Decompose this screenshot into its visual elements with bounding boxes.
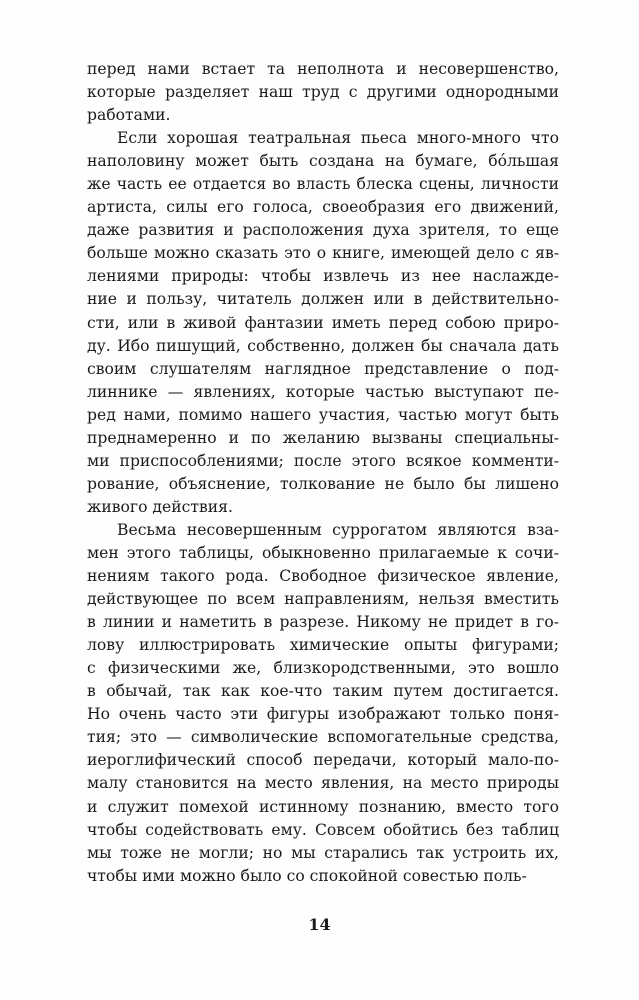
text-line: больше можно сказать это о книге, имеющей дело с яв- (87, 244, 559, 263)
text-line: же часть ее отдается во власть блеска сцены, личности (87, 175, 559, 194)
text-line: тия; это — символические вспомогательные средства, (87, 728, 559, 747)
text-line: в линии и наметить в разрезе. Никому не придет в го- (87, 613, 559, 632)
text-line: живого действия. (87, 497, 233, 516)
paragraph (87, 519, 559, 888)
text-line: работами. (87, 106, 171, 125)
page-number: 14 (308, 915, 331, 934)
text-line: ние и пользу, читатель должен или в действительно- (87, 290, 559, 309)
body-text (87, 58, 559, 888)
text-line: рование, объяснение, толкование не было бы лишено (87, 474, 559, 493)
paragraph (87, 58, 559, 127)
text-line: своим слушателям наглядное представление о под- (87, 359, 559, 378)
text-line: ми приспособлениями; после этого всякое комменти- (87, 451, 559, 470)
text-line: малу становится на место явления, на место природы (87, 774, 559, 793)
text-line: нениям такого рода. Свободное физическое явление, (87, 567, 559, 586)
text-line: ред нами, помимо нашего участия, частью могут быть (87, 405, 559, 424)
text-line: артиста, силы его голоса, своеобразия его движений, (87, 198, 559, 217)
text-line: перед нами встает та неполнота и несовершенство, (87, 60, 559, 78)
text-line: и служит помехой истинному познанию, вместо того (87, 797, 559, 816)
text-line: с физическими же, близкородственными, это вошло (87, 659, 559, 678)
text-line: преднамеренно и по желанию вызваны специальны- (87, 428, 559, 447)
text-line: сти, или в живой фантазии иметь перед собою приро- (87, 313, 559, 332)
text-line: в обычай, так как кое-что таким путем достигается. (87, 682, 559, 701)
text-line: мен этого таблицы, обыкновенно прилагаемые к сочи- (87, 543, 559, 562)
text-line: ду. Ибо пишущий, собственно, должен бы сначала дать (87, 336, 559, 355)
text-line: лениями природы: чтобы извлечь из нее наслажде- (87, 267, 559, 286)
text-line: Если хорошая театральная пьеса много-много что (117, 129, 559, 148)
text-line: чтобы содействовать ему. Совсем обойтись без таблиц (87, 820, 559, 839)
text-line: линнике — явлениях, которые частью выступают пе- (87, 382, 559, 401)
text-line: чтобы ими можно было со спокойной совестью поль- (87, 866, 527, 885)
text-line: лову иллюстрировать химические опыты фигурами; (87, 636, 559, 655)
text-line: даже развития и расположения духа зрителя, то еще (87, 221, 559, 240)
text-line: действующее по всем направлениям, нельзя вместить (87, 590, 559, 609)
text-line: мы тоже не могли; но мы старались так устроить их, (87, 843, 559, 862)
text-line: иероглифический способ передачи, который мало-по- (87, 751, 559, 770)
text-line: Но очень часто эти фигуры изображают только поня- (87, 705, 559, 724)
text-line: Весьма несовершенным суррогатом являются вза- (117, 520, 559, 539)
text-line: которые разделяет наш труд с другими однородными (87, 83, 559, 102)
text-line: наполовину может быть создана на бумаге, бо́льшая (87, 152, 559, 171)
paragraph (87, 127, 559, 519)
